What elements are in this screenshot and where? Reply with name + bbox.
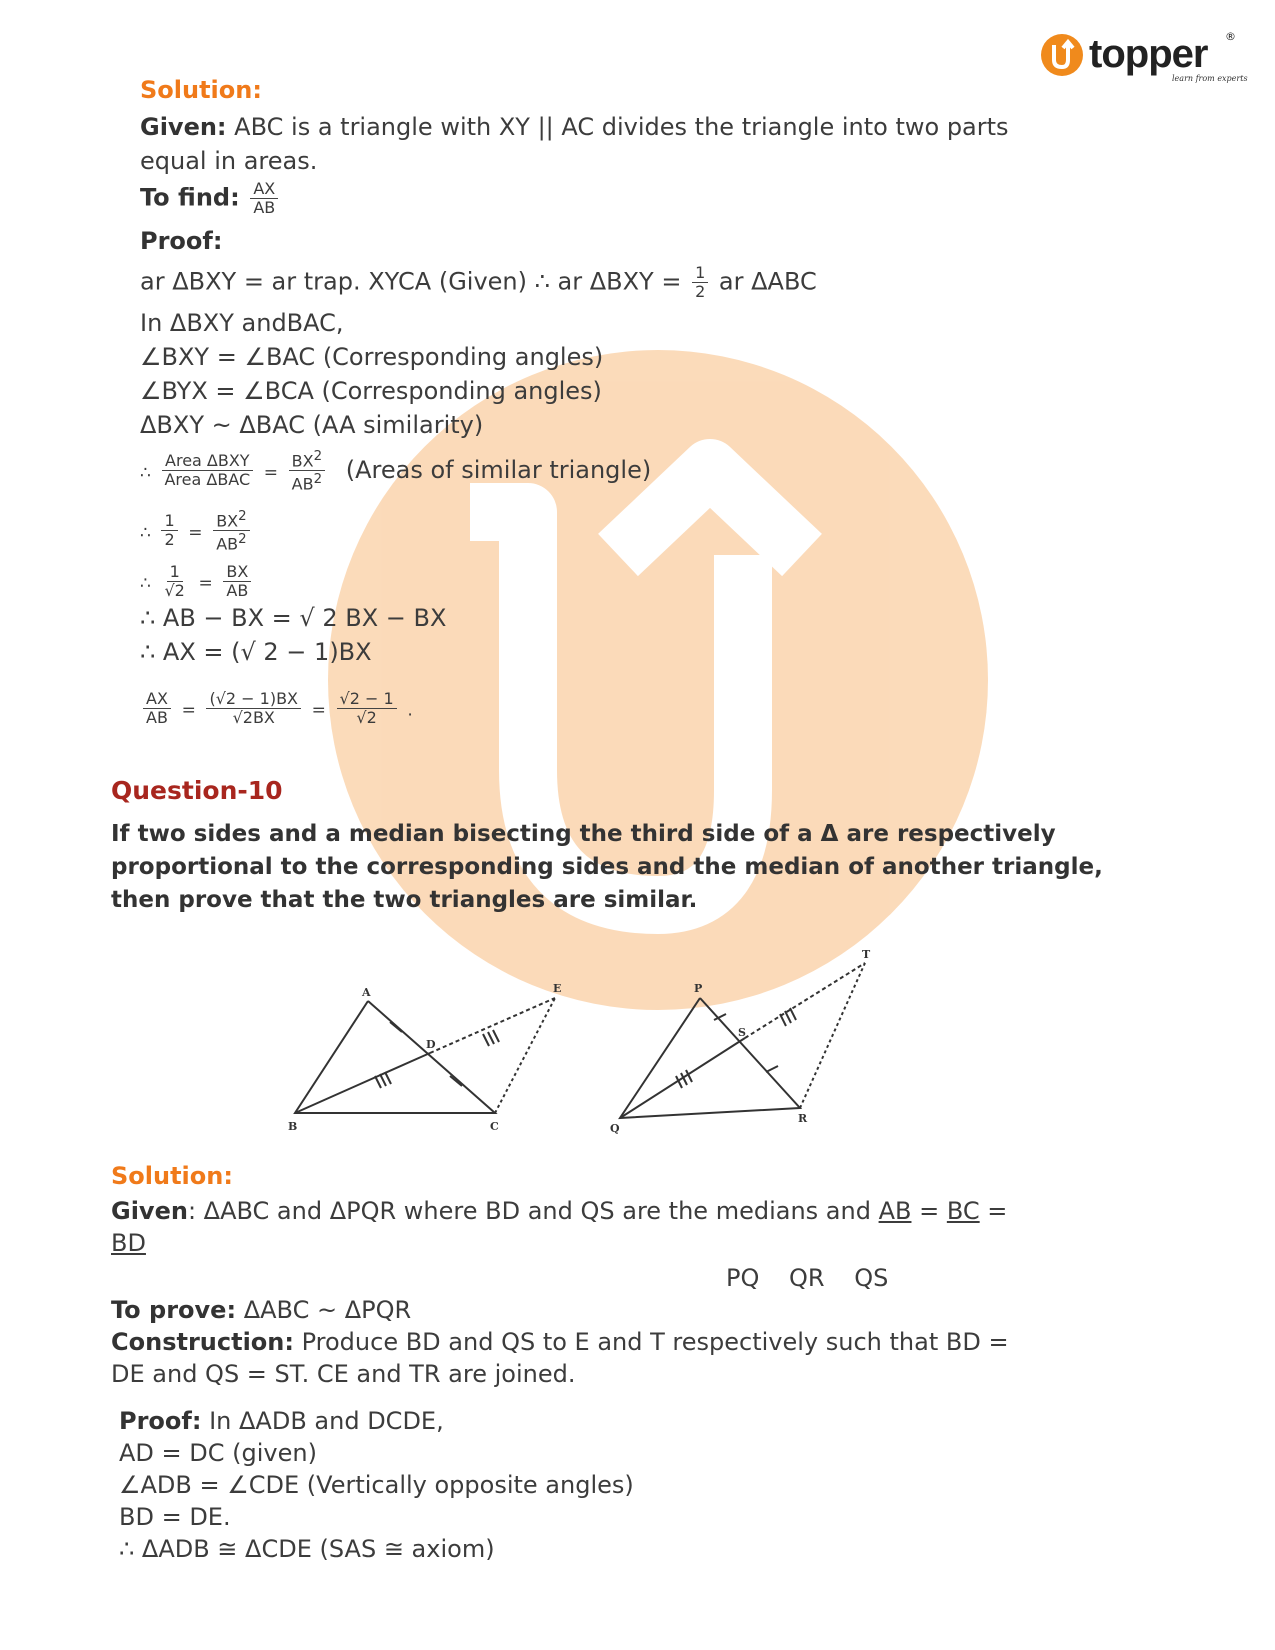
equation-final-ratio: $\frac{AX}{AB}$ = $\frac{(√2 - 1)BX}{√2BX}$ = $\frac{√2 - 1}{√2}$ . — [140, 690, 413, 727]
proof-2-step-4: ∴ ΔADB ≅ ΔCDE (SAS ≅ axiom) — [119, 1535, 495, 1563]
numerator: BX — [216, 511, 239, 531]
fraction-one-root-two — [161, 563, 187, 600]
topper-logo — [1042, 30, 1248, 94]
solution-heading: Solution: — [140, 76, 262, 104]
label-p: P — [694, 982, 703, 995]
question-heading: Question-10 — [111, 776, 283, 805]
denominator: 2 — [695, 282, 706, 301]
label-q: Q — [610, 1122, 620, 1135]
to-find-label: To find: — [140, 183, 240, 212]
logo-tagline: learn from experts — [1172, 74, 1248, 83]
line-de — [430, 998, 555, 1053]
topper-watermark-icon — [318, 340, 998, 1020]
question-line-2: proportional to the corresponding sides and the median of another triangle, — [111, 854, 1103, 880]
denominator: AB — [226, 581, 249, 600]
to-prove-line — [111, 1294, 411, 1326]
to-prove-text: ΔABC ~ ΔPQR — [243, 1296, 412, 1324]
numerator: 1 — [161, 512, 177, 531]
denominator: √2 — [356, 708, 377, 727]
label-e: E — [553, 982, 562, 995]
proof-line-1 — [140, 264, 817, 301]
proof-2-step-1: AD = DC (given) — [119, 1439, 317, 1467]
equals: = — [911, 1197, 947, 1225]
given-text-continued: equal in areas. — [140, 147, 318, 175]
line-ce — [495, 998, 555, 1113]
to-prove-label: To prove: — [111, 1296, 237, 1324]
label-r: R — [798, 1112, 808, 1125]
label-s: S — [738, 1026, 746, 1039]
numerator: AX — [250, 180, 278, 199]
denominator: 2 — [164, 530, 175, 550]
numerator: BX — [223, 563, 251, 582]
equals: = — [979, 1197, 1008, 1225]
therefore-symbol: ∴ — [140, 522, 151, 543]
fraction-one-half — [161, 512, 177, 549]
logo-registered: ® — [1225, 30, 1236, 43]
question-line-3: then prove that the two triangles are similar. — [111, 887, 698, 913]
construction-text: Produce BD and QS to E and T respectively such that BD = — [301, 1328, 1009, 1356]
given-2-label: Given — [111, 1197, 188, 1225]
construction-label: Construction: — [111, 1328, 294, 1356]
equation-ax: ∴ AX = (√ 2 − 1)BX — [140, 638, 372, 666]
denominator: AB — [291, 474, 314, 494]
fraction-result — [337, 690, 397, 727]
denominator: AB — [216, 534, 239, 554]
fraction-bx2-ab2 — [289, 448, 325, 494]
denominator: AB — [253, 198, 276, 217]
fraction-ax-ab — [250, 180, 278, 217]
triangle-abc — [295, 1001, 495, 1113]
logo-brand: topper — [1089, 32, 1208, 76]
equation-root-two: ∴ $\frac{1}{√2}$ = $\frac{BX}{AB}$ — [140, 563, 254, 600]
line-st — [745, 963, 865, 1038]
equation-half: ∴ $\frac{1}{2}$ = $\frac{BX^2}{AB^2}$ — [140, 508, 253, 554]
construction-text-continued: DE and QS = ST. CE and TR are joined. — [111, 1360, 576, 1388]
fraction-area-ratio — [161, 452, 253, 489]
given-text: ABC is a triangle with XY || AC divides the triangle into two parts — [234, 113, 1009, 141]
proof-2-label: Proof: — [119, 1407, 202, 1435]
solution-2-heading: Solution: — [111, 1162, 233, 1190]
proof-2-step-3: BD = DE. — [119, 1503, 231, 1531]
triangles-figure — [290, 948, 890, 1138]
proof-label: Proof: — [140, 227, 223, 255]
fraction-bx2-ab2 — [213, 508, 249, 554]
given-2-text: : ΔABC and ΔPQR where BD and QS are the medians and — [187, 1197, 879, 1225]
label-t: T — [862, 948, 871, 961]
therefore-symbol: ∴ — [140, 462, 151, 483]
numerator: 1 — [692, 264, 708, 283]
numerator: BX — [291, 451, 314, 471]
ratio-denominators — [726, 1262, 888, 1294]
construction-line — [111, 1326, 1009, 1358]
denominator-qs: QS — [854, 1264, 889, 1292]
exponent: 2 — [313, 472, 323, 488]
proof-2-text: In ΔADB and DCDE, — [209, 1407, 444, 1435]
numerator: Area ΔBXY — [162, 452, 253, 471]
proof-line-1-text: ar ΔBXY = ar trap. XYCA (Given) ∴ ar ΔBXY = — [140, 267, 682, 296]
denominator: √2 — [164, 581, 185, 600]
proof-2-step-2: ∠ADB = ∠CDE (Vertically opposite angles) — [119, 1471, 634, 1499]
fraction-bx-ab — [223, 563, 251, 600]
proof-line-4: ∠BYX = ∠BCA (Corresponding angles) — [140, 377, 602, 405]
to-find-line — [140, 180, 281, 217]
given-2-line — [111, 1195, 1007, 1227]
equation-area-ratio: ∴ $\frac{\text{Area ΔBXY}}{\text{Area ΔBAC}}$ = $\frac{BX^2}{AB^2}$ (Areas of similar triangle) — [140, 449, 652, 494]
therefore-symbol: ∴ — [140, 573, 151, 594]
equation-note: (Areas of similar triangle) — [345, 455, 652, 484]
fraction-one-half — [692, 264, 708, 301]
ratio-bc: BC — [946, 1197, 980, 1225]
fraction-middle — [206, 690, 301, 727]
fraction-ax-ab — [143, 690, 171, 727]
numerator: AX — [143, 690, 171, 709]
denominator: √2BX — [232, 708, 275, 727]
label-a: A — [362, 986, 371, 999]
period: . — [407, 700, 413, 721]
proof-line-5: ΔBXY ~ ΔBAC (AA similarity) — [140, 411, 484, 439]
equation-ab-minus-bx: ∴ AB − BX = √ 2 BX − BX — [140, 604, 447, 632]
exponent: 2 — [313, 449, 323, 464]
denominator-qr: QR — [789, 1264, 825, 1292]
proof-line-3: ∠BXY = ∠BAC (Corresponding angles) — [140, 343, 604, 371]
ratio-bd: BD — [111, 1229, 146, 1257]
denominator-pq: PQ — [726, 1264, 760, 1292]
numerator: √2 − 1 — [337, 690, 397, 709]
exponent: 2 — [238, 509, 247, 524]
ratio-ab: AB — [878, 1197, 912, 1225]
label-c: C — [490, 1120, 499, 1133]
proof-line-1-end: ar ΔABC — [718, 267, 817, 296]
denominator: Area ΔBAC — [164, 470, 251, 490]
label-b: B — [288, 1120, 298, 1133]
denominator: AB — [146, 708, 168, 727]
numerator: 1 — [167, 563, 183, 582]
label-d: D — [426, 1038, 436, 1051]
exponent: 2 — [238, 532, 247, 548]
proof-2-line — [119, 1405, 444, 1437]
given-line — [140, 111, 1009, 143]
question-line-1: If two sides and a median bisecting the third side of a Δ are respectively — [111, 821, 1056, 847]
line-rt — [800, 963, 865, 1108]
given-label: Given: — [140, 113, 227, 141]
proof-line-2: In ΔBXY andBAC, — [140, 309, 344, 337]
numerator: (√2 − 1)BX — [206, 690, 301, 709]
